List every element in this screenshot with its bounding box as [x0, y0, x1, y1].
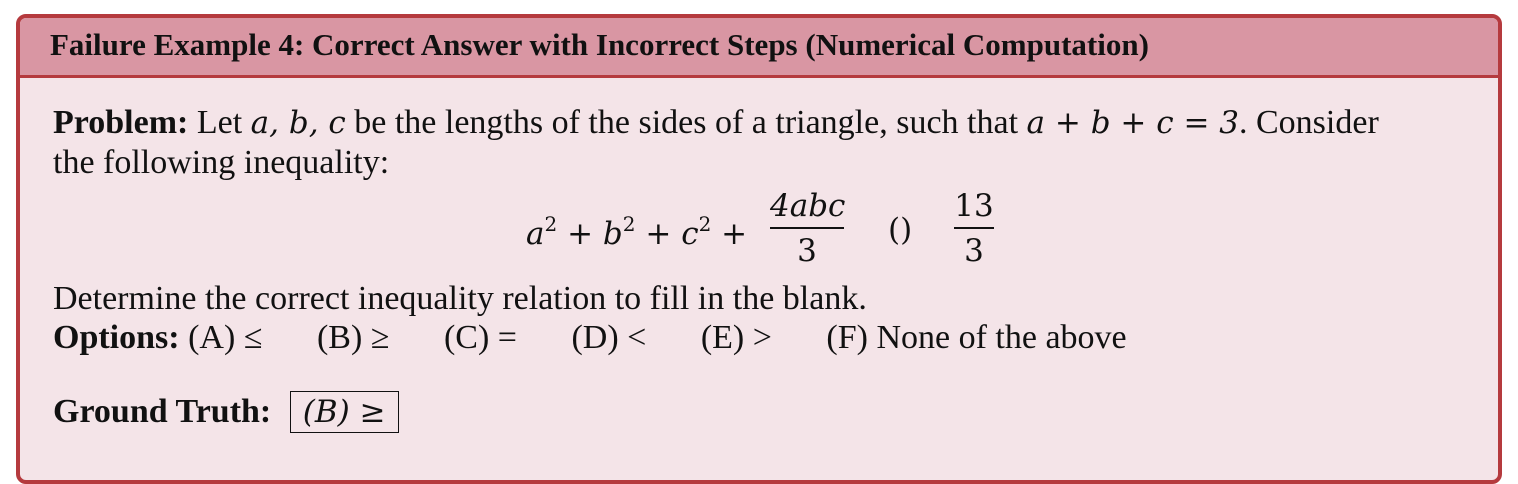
instruction-text: Determine the correct inequality relation to fill in the blank. — [53, 280, 867, 317]
fraction-numerator: 4abc — [770, 188, 846, 224]
problem-text-b: be the lengths of the sides of a triangle, such that — [345, 104, 1027, 141]
failure-example-box — [16, 14, 1502, 484]
rhs-fraction-bar — [954, 227, 994, 229]
option-f: (F) None of the above — [826, 319, 1127, 356]
constraint-math: a + b + c = 3 — [1026, 105, 1239, 141]
options-line — [53, 319, 1127, 357]
fraction-bar — [770, 227, 844, 229]
option-d: (D) < — [571, 319, 647, 356]
blank-relation: () — [888, 212, 913, 248]
problem-line-2: the following inequality: — [53, 144, 390, 181]
ground-truth-answer: (B) ≥ — [290, 391, 399, 433]
rhs-denominator: 3 — [964, 233, 984, 269]
fraction-13-over-3 — [954, 188, 994, 269]
problem-text-a: Let — [196, 104, 251, 141]
ground-truth-label: Ground Truth: — [53, 393, 272, 430]
option-e: (E) > — [700, 319, 772, 356]
problem-text-c: . Consider — [1239, 104, 1379, 141]
problem-label: Problem: — [53, 104, 189, 141]
fraction-4abc-over-3 — [770, 188, 844, 269]
problem-line-1 — [53, 104, 1379, 142]
fraction-denominator: 3 — [797, 233, 817, 269]
options-label: Options: — [53, 319, 180, 356]
option-b: (B) ≥ — [316, 319, 390, 356]
inequality-equation — [526, 188, 1006, 268]
rhs-numerator: 13 — [954, 188, 994, 224]
option-a: (A) ≤ — [188, 319, 263, 356]
box-title: Failure Example 4: Correct Answer with Incorrect Steps (Numerical Computation) — [50, 27, 1149, 62]
vars-abc: a, b, c — [250, 105, 346, 141]
ground-truth-line — [53, 393, 399, 435]
option-c: (C) = — [443, 319, 517, 356]
equation-lhs: $a^2 + b^2 + c^2$ + — [526, 212, 748, 252]
box-header — [20, 18, 1498, 78]
